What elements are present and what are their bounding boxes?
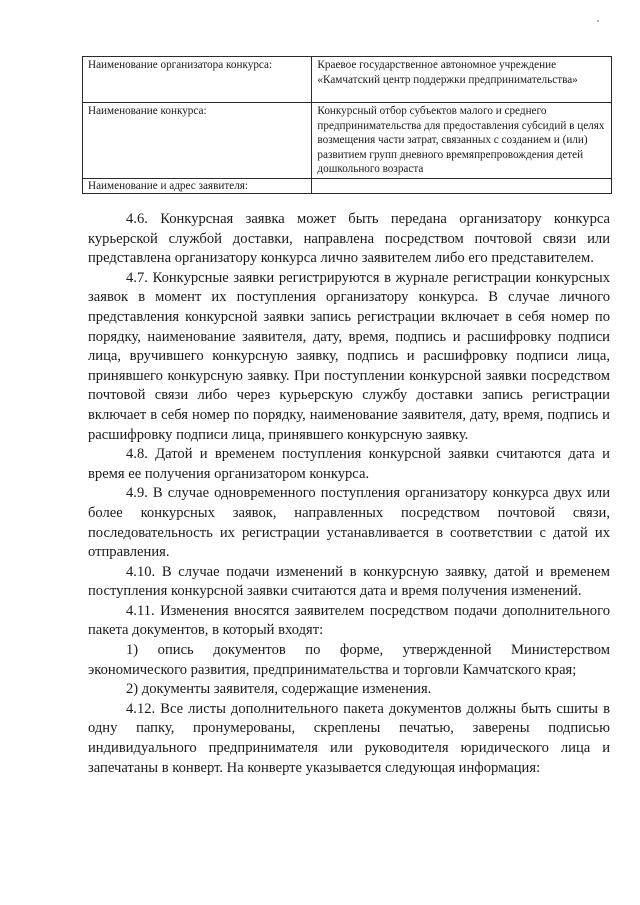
scan-speck <box>597 20 599 22</box>
contest-label: Наименование конкурса: <box>83 103 312 179</box>
clause-4-8: 4.8. Датой и временем поступления конкурсной заявки считаются дата и время ее получения организатором конкурса. <box>88 446 610 482</box>
contest-value: Конкурсный отбор субъектов малого и среднего предпринимательства для предоставления субсидий в целях возмещения части затрат, связанных с созданием и (или) развитием групп дневного времяпрепровождения детей дошкольного возраста <box>312 103 612 179</box>
clause-4-12: 4.12. Все листы дополнительного пакета документов должны быть сшиты в одну папку, пронумерованы, скреплены печатью, заверены подписью индивидуального предпринимателя или руководителя юридического лица и запечатаны в конверт. На конверте указывается следующая информация: <box>88 700 610 776</box>
clause-4-11: 4.11. Изменения вносятся заявителем посредством подачи дополнительного пакета документов, в который входят: <box>88 602 610 639</box>
clause-4-9: 4.9. В случае одновременного поступления организатору конкурса двух или более конкурсных заявок, направленных посредством почтовой связи, последовательность их регистрации устанавливается в соответствии с датой их отправления. <box>88 485 610 561</box>
document-body <box>88 210 610 778</box>
clause-4-7: 4.7. Конкурсные заявки регистрируются в журнале регистрации конкурсных заявок в момент их поступления организатору конкурса. В случае личного представления конкурсной заявки запись регистрации включает в себя номер по порядку, наименование заявителя, дату, время, подпись и расшифровку подписи лица, вручившего конкурсную заявку, подпись и расшифровку подписи лица, принявшего конкурсную заявку. При поступлении конкурсной заявки посредством почтовой связи либо через курьерскую службу доставки запись регистрации включает в себя номер по порядку, наименование заявителя, дату, время, подпись и расшифровку подписи лица, принявшего конкурсную заявку. <box>88 269 610 443</box>
table-row-organizer <box>83 57 612 103</box>
clause-4-11-item-2: 2) документы заявителя, содержащие изменения. <box>126 681 432 698</box>
clause-4-10: 4.10. В случае подачи изменений в конкурсную заявку, датой и временем поступления конкурсной заявки считаются дата и время получения изменений. <box>88 563 610 600</box>
applicant-label: Наименование и адрес заявителя: <box>83 179 312 194</box>
applicant-value <box>312 179 612 194</box>
organizer-value: Краевое государственное автономное учреждение «Камчатский центр поддержки предпринимательства» <box>312 57 612 103</box>
clause-4-6: 4.6. Конкурсная заявка может быть передана организатору конкурса курьерской службой доставки, направлена посредством почтовой связи или представлена организатору конкурса лично заявителем либо его представителем. <box>88 211 610 267</box>
applicant-info-table <box>82 56 612 194</box>
table-row-applicant <box>83 179 612 194</box>
clause-4-11-item-1: 1) опись документов по форме, утвержденной Министерством экономического развития, предпринимательства и торговли Камчатского края; <box>88 642 610 678</box>
table-row-contest <box>83 103 612 179</box>
organizer-label: Наименование организатора конкурса: <box>83 57 312 103</box>
